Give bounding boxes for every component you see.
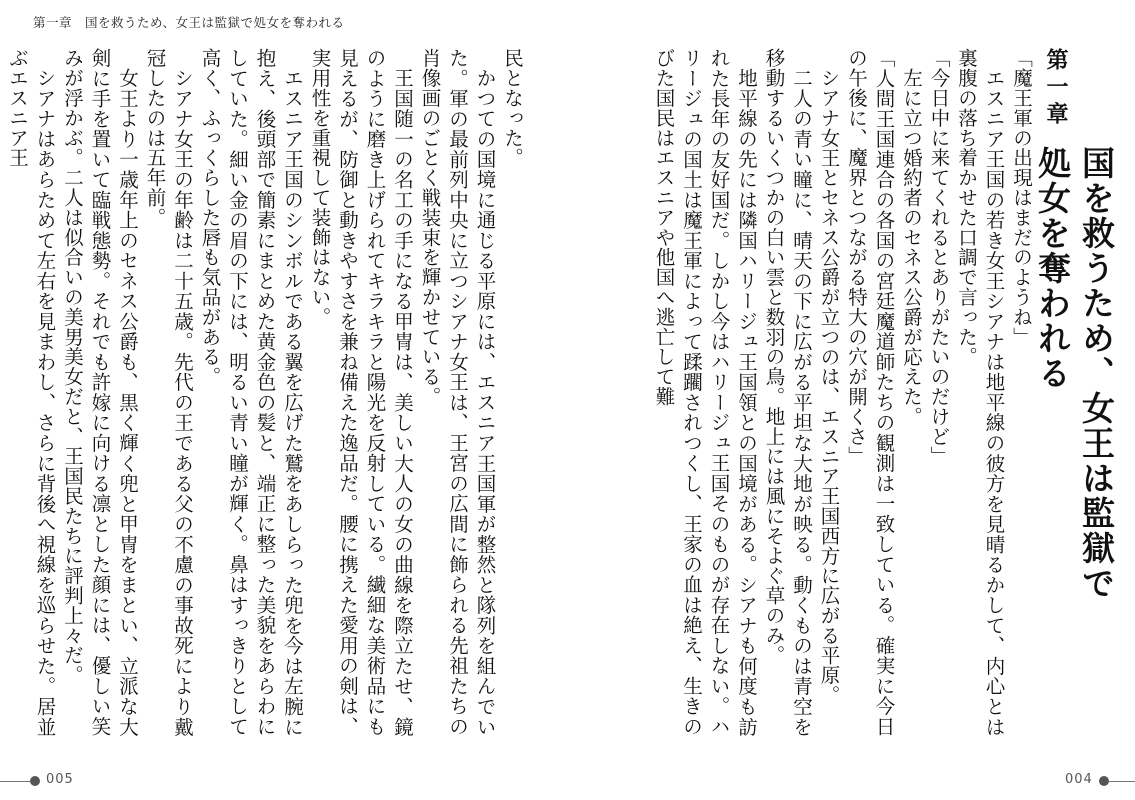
footer-dot-icon [30,776,40,786]
chapter-label: 第一章 [1043,48,1068,129]
footer-dot-icon [1099,776,1109,786]
page-number-right: 004 [1065,772,1093,787]
paragraph: かつての国境に通じる平原には、エスニア王国軍が整然と隊列を組んでいた。軍の最前列中央に立つシアナ女王は、王宮の広間に飾られる先祖たちの肖像画のごとく戦装束を輝かせている。 [418,48,497,736]
paragraph: 二人の青い瞳に、晴天の下に広がる平坦な大地が映る。動くものは青空を移動するいくつかの白い雲と数羽の鳥。地上には風にそよぐ草のみ。 [762,48,813,736]
paragraph: 「魔王軍の出現はまだのようね」 [1010,48,1033,347]
footer-rule-left [0,781,30,782]
running-head: 第一章 国を救うため、女王は監獄で処女を奪われる [33,15,345,30]
footer-rule-right [1109,781,1135,782]
paragraph: 地平線の先には隣国ハリージュ王国領との国境がある。シアナも何度も訪れた長年の友好国だ。しかし今はハリージュ王国そのものが存在しない。ハリージュの国土は魔王軍によって蹂躙されつくし、王家の血は絶え、生きのびた国民はエスニアや他国へ逃亡して難 [652,48,758,736]
right-page-body [603,48,1035,736]
paragraph: シアナ女王とセネス公爵が立つのは、エスニア王国西方に広がる平原。 [817,67,841,705]
left-page-body [6,48,526,736]
paragraph: 民となった。 [501,48,524,168]
paragraph: 「人間王国連合の各国の宮廷魔道師たちの観測は一致している。確実に今日の午後に、魔界とつながる特大の穴が開くさ」 [845,48,896,736]
paragraph: エスニア王国のシンボルである翼を広げた鷲をあしらった兜を今は左腕に抱え、後頭部で簡素にまとめた黄金色の髪と、端正に整った美貌をあらわにしていた。細い金の眉の下には、明るい青い瞳が輝く。鼻はすっきりとして高く、ふっくらした唇も気品がある。 [198,48,304,736]
paragraph: 女王より一歳年上のセネス公爵も、黒く輝く兜と甲冑をまとい、立派な大剣に手を置いて臨戦態勢。それでも許嫁に向ける凛とした顔には、優しい笑みが浮かぶ。二人は似合いの美男美女だと、王国民たちに評判上々だ。 [61,48,139,736]
paragraph: シアナ女王の年齢は二十五歳。先代の王である父の不慮の事故死により戴冠したのは五年前。 [143,48,194,736]
paragraph: 左に立つ婚約者のセネス公爵が応えた。 [900,67,923,426]
paragraph: 王国随一の名工の手になる甲冑は、美しい大人の女の曲線を際立たせ、鏡のように磨き上げられてキラキラと陽光を反射している。繊細な美術品にも見えるが、防御と動きやすさを兼ね備えた逸品だ。腰に携えた愛用の剣は、実用性を重視して装飾はない。 [308,48,414,736]
paragraph: エスニア王国の若き女王シアナは地平線の彼方を見晴るかして、内心とは裏腹の落ち着かせた口調で言った。 [955,48,1006,736]
chapter-title: 国を救うため、女王は監獄で処女を奪われる [1033,146,1116,601]
paragraph: 「今日中に来てくれるとありがたいのだけど」 [927,48,951,466]
page-number-left: 005 [46,772,74,787]
paragraph: シアナはあらためて左右を見まわし、さらに背後へ視線を巡らせた。居並ぶエスニア王 [6,48,57,736]
